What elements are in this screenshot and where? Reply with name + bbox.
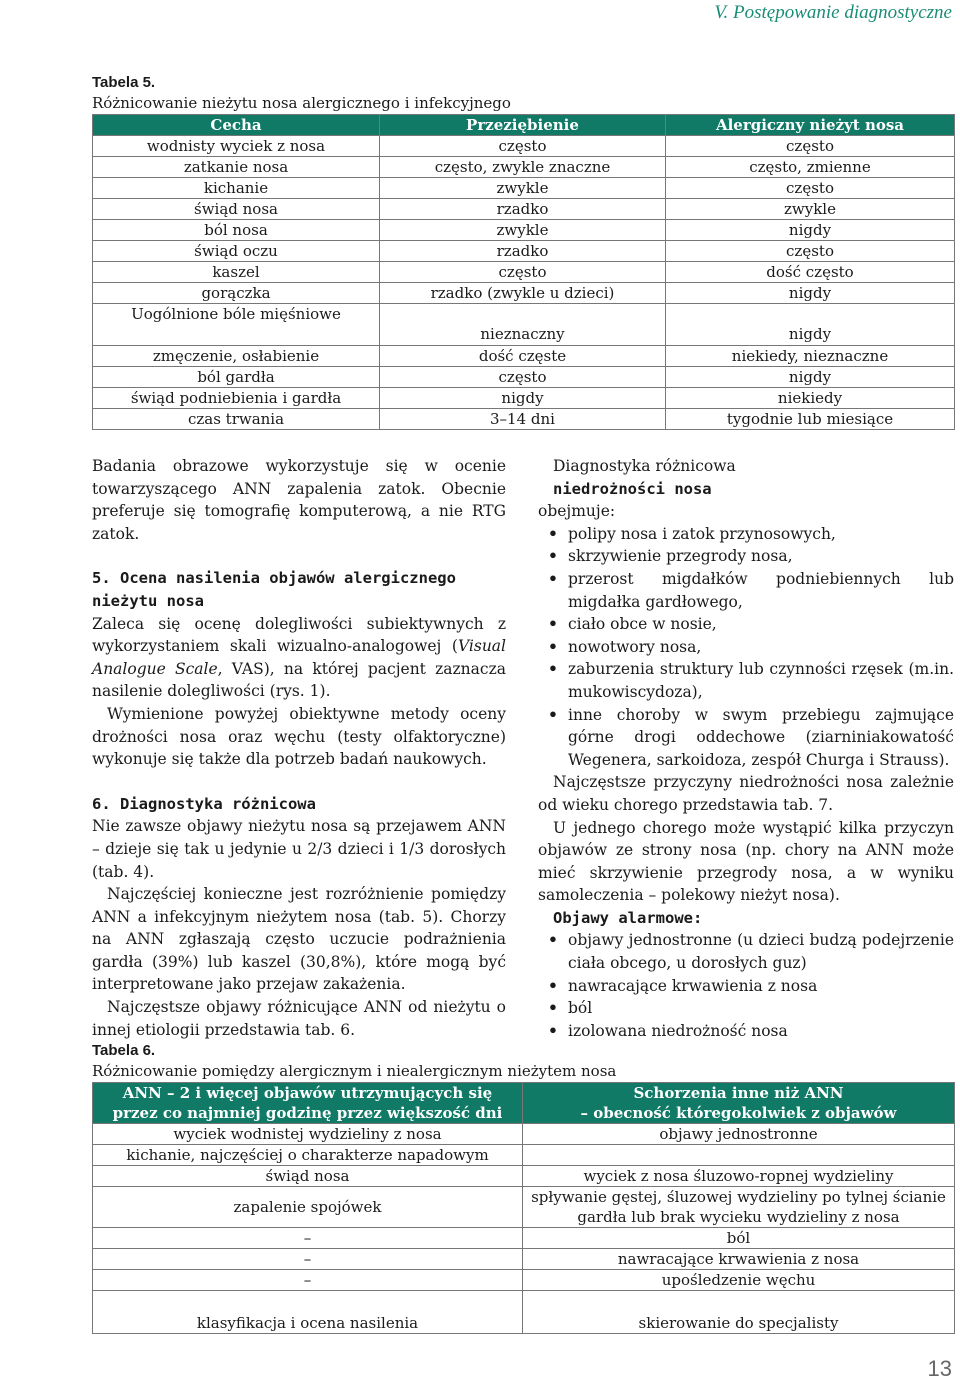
- paragraph: Nie zawsze objawy nieżytu nosa są przejawem ANN – dzieje się tak u jedynie u 2/3 dzieci i 1/3 dorosłych (tab. 4).: [92, 817, 506, 881]
- header-line: Schorzenia inne niż ANN: [633, 1084, 844, 1102]
- table6: [92, 1082, 955, 1334]
- table-cell: 3–14 dni: [380, 409, 666, 430]
- paragraph-italic: Visual Analogue Scale: [92, 637, 506, 678]
- table-row: [93, 178, 955, 199]
- table-row: [93, 409, 955, 430]
- table5-header-cecha: Cecha: [93, 115, 380, 136]
- table5-label: Tabela 5.: [92, 74, 156, 91]
- table-row: [93, 1249, 955, 1270]
- table-row: [93, 283, 955, 304]
- table-cell: często: [380, 262, 666, 283]
- table6-caption: Różnicowanie pomiędzy alergicznym i niealergicznym nieżytem nosa: [92, 1062, 617, 1080]
- table-cell: często, zmienne: [666, 157, 955, 178]
- alarm-list: [538, 929, 954, 1042]
- header-line: przez co najmniej godzinę przez większość dni: [112, 1104, 503, 1122]
- paragraph-text: obejmuje:: [538, 502, 616, 521]
- table-cell: wyciek z nosa śluzowo-ropnej wydzieliny: [523, 1166, 955, 1187]
- table6-label: Tabela 6.: [92, 1042, 156, 1059]
- table-cell: kichanie, najczęściej o charakterze napadowym: [93, 1145, 523, 1166]
- table-row: [93, 304, 955, 346]
- table-row: [93, 157, 955, 178]
- differential-list: [538, 523, 954, 772]
- table-cell: nigdy: [666, 304, 955, 346]
- table-cell: niekiedy, nieznaczne: [666, 346, 955, 367]
- table-cell: niekiedy: [666, 388, 955, 409]
- table-cell: świąd oczu: [93, 241, 380, 262]
- alarm-heading: Objawy alarmowe:: [553, 908, 703, 927]
- table-cell: zwykle: [380, 178, 666, 199]
- table-cell: wodnisty wyciek z nosa: [93, 136, 380, 157]
- table-cell: często: [380, 136, 666, 157]
- table-row: [93, 220, 955, 241]
- table-row: [93, 199, 955, 220]
- paragraph-text: , VAS), na której pacjent zaznacza nasilenie dolegliwości (rys. 1).: [92, 659, 506, 701]
- table-row: [93, 241, 955, 262]
- left-column: [92, 455, 506, 1041]
- table-cell: –: [93, 1270, 523, 1291]
- paragraph-text: Diagnostyka różnicowa: [553, 457, 736, 475]
- table-cell: rzadko (zwykle u dzieci): [380, 283, 666, 304]
- list-item: • skrzywienie przegrody nosa,: [538, 545, 954, 568]
- table-cell: upośledzenie węchu: [523, 1270, 955, 1291]
- list-item: • objawy jednostronne (u dzieci budzą podejrzenie ciała obcego, u dorosłych guz): [538, 929, 954, 974]
- table-cell: zwykle: [666, 199, 955, 220]
- table-row: [93, 1166, 955, 1187]
- table-cell: często: [380, 367, 666, 388]
- table-cell: dość częste: [380, 346, 666, 367]
- header-line: ANN – 2 i więcej objawów utrzymujących się: [122, 1084, 493, 1102]
- table5-caption: Różnicowanie nieżytu nosa alergicznego i infekcyjnego: [92, 94, 511, 112]
- table5-header-przeziebienie: Przeziębienie: [380, 115, 666, 136]
- list-item: • przerost migdałków podniebiennych lub migdałka gardłowego,: [538, 568, 954, 613]
- table-cell: czas trwania: [93, 409, 380, 430]
- table-cell: nigdy: [666, 220, 955, 241]
- paragraph: [92, 613, 506, 703]
- table-cell: zatkanie nosa: [93, 157, 380, 178]
- table-cell: nigdy: [380, 388, 666, 409]
- table-cell: dość często: [666, 262, 955, 283]
- table-cell: zapalenie spojówek: [93, 1187, 523, 1228]
- paragraph-text: Zaleca się ocenę dolegliwości subiektywnych z wykorzystaniem skali wizualno-analogowej (: [92, 614, 506, 656]
- list-item: • polipy nosa i zatok przynosowych,: [538, 523, 954, 546]
- table5-header-ann: Alergiczny nieżyt nosa: [666, 115, 955, 136]
- section-heading-5: 5. Ocena nasilenia objawów alergicznego nieżytu nosa: [92, 569, 456, 610]
- table-cell: często: [666, 178, 955, 199]
- table-row: [93, 1228, 955, 1249]
- table-row: [93, 388, 955, 409]
- list-item: • inne choroby w swym przebiegu zajmujące górne drogi oddechowe (ziarniniakowatość Wegenera, sarkoidoza, zespół Churga i Strauss).: [538, 704, 954, 772]
- table-row: [93, 1291, 955, 1334]
- table-row: [93, 262, 955, 283]
- table-cell: wyciek wodnistej wydzieliny z nosa: [93, 1124, 523, 1145]
- list-item: • nawracające krwawienia z nosa: [538, 975, 954, 998]
- list-item: • izolowana niedrożność nosa: [538, 1020, 954, 1043]
- section-heading-6: 6. Diagnostyka różnicowa: [92, 794, 316, 813]
- table-cell: często, zwykle znaczne: [380, 157, 666, 178]
- table-cell: gorączka: [93, 283, 380, 304]
- section-header: V. Postępowanie diagnostyczne: [714, 2, 952, 23]
- table-cell: ból: [523, 1228, 955, 1249]
- paragraph: Najczęstsze przyczyny niedrożności nosa zależnie od wieku chorego przedstawia tab. 7.: [538, 773, 954, 814]
- table-cell: nawracające krwawienia z nosa: [523, 1249, 955, 1270]
- paragraph: [538, 455, 954, 523]
- table-row: [93, 1124, 955, 1145]
- table-cell: klasyfikacja i ocena nasilenia: [93, 1291, 523, 1334]
- table6-header-other: [523, 1083, 955, 1124]
- table-cell: Uogólnione bóle mięśniowe: [93, 304, 380, 346]
- list-item: • nowotwory nosa,: [538, 636, 954, 659]
- table-cell: świąd nosa: [93, 1166, 523, 1187]
- table-cell: spływanie gęstej, śluzowej wydzieliny po tylnej ścianie gardła lub brak wycieku wydzieliny z nosa: [523, 1187, 955, 1228]
- table5-caption-block: [92, 72, 511, 114]
- table-row: [93, 1145, 955, 1166]
- table-row: [93, 346, 955, 367]
- table-cell: kaszel: [93, 262, 380, 283]
- table-cell: świąd nosa: [93, 199, 380, 220]
- table-row: [93, 136, 955, 157]
- table-cell: kichanie: [93, 178, 380, 199]
- table-row: [93, 1187, 955, 1228]
- table-cell: rzadko: [380, 199, 666, 220]
- table-cell: często: [666, 136, 955, 157]
- table-cell: nigdy: [666, 367, 955, 388]
- paragraph: Najczęściej konieczne jest rozróżnienie pomiędzy ANN a infekcyjnym nieżytem nosa (tab. 5). Chorzy na ANN zgłaszają często uczucie podrażnienia gardła (39%) lub kaszel (30,8%), które mogą być interpretowane jako przejaw zakażenia.: [92, 885, 506, 994]
- paragraph: U jednego chorego może wystąpić kilka przyczyn objawów ze strony nosa (np. chory na ANN może mieć skrzywienie przegrody nosa, a w wyniku samoleczenia – polekowy nieżyt nosa).: [538, 818, 954, 905]
- paragraph: [538, 907, 954, 930]
- table-cell: zmęczenie, osłabienie: [93, 346, 380, 367]
- table-cell: ból gardła: [93, 367, 380, 388]
- table6-caption-block: [92, 1040, 616, 1082]
- table-cell: nieznaczny: [380, 304, 666, 346]
- table-cell: ból nosa: [93, 220, 380, 241]
- table-row: [93, 1270, 955, 1291]
- table-cell: –: [93, 1249, 523, 1270]
- table-cell: świąd podniebienia i gardła: [93, 388, 380, 409]
- table-cell: często: [666, 241, 955, 262]
- page-number: 13: [927, 1356, 952, 1381]
- table-cell: objawy jednostronne: [523, 1124, 955, 1145]
- table-cell: nigdy: [666, 283, 955, 304]
- header-line: – obecność któregokolwiek z objawów: [580, 1104, 897, 1122]
- paragraph: Badania obrazowe wykorzystuje się w ocenie towarzyszącego ANN zapalenia zatok. Obecnie preferuje się tomografię komputerową, a nie RTG zatok.: [92, 457, 506, 543]
- list-item: • ból: [538, 997, 954, 1020]
- paragraph: Wymienione powyżej obiektywne metody oceny drożności nosa oraz węchu (testy olfaktoryczne) wykonuje się także dla potrzeb badań naukowych.: [92, 704, 506, 769]
- table-cell: skierowanie do specjalisty: [523, 1291, 955, 1334]
- table-cell: –: [93, 1228, 523, 1249]
- table5: [92, 114, 955, 430]
- table-cell: rzadko: [380, 241, 666, 262]
- bold-term: niedrożności nosa: [553, 479, 712, 498]
- table6-header-ann: [93, 1083, 523, 1124]
- table-cell: [523, 1145, 955, 1166]
- list-item: • ciało obce w nosie,: [538, 613, 954, 636]
- paragraph: Najczęstsze objawy różnicujące ANN od nieżytu o innej etiologii przedstawia tab. 6.: [92, 998, 506, 1039]
- table-cell: zwykle: [380, 220, 666, 241]
- table-cell: tygodnie lub miesiące: [666, 409, 955, 430]
- list-item: • zaburzenia struktury lub czynności rzęsek (m.in. mukowiscydoza),: [538, 658, 954, 703]
- right-column: [538, 455, 954, 1042]
- table-row: [93, 367, 955, 388]
